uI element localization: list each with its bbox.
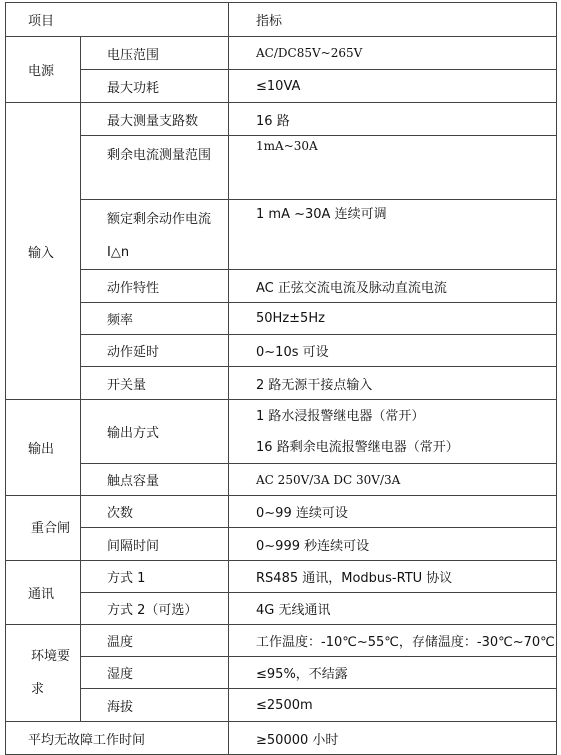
row-value: RS485 通讯，Modbus-RTU 协议 [229, 561, 557, 593]
row-value: 4G 无线通讯 [229, 593, 557, 625]
row-name: 次数 [81, 496, 229, 528]
row-name: 温度 [81, 625, 229, 657]
table-row [6, 37, 557, 70]
mtbf-value: ≥50000 小时 [229, 722, 557, 755]
table-row [6, 528, 557, 561]
row-value: 工作温度：-10℃~55℃，存储温度：-30℃~70℃ [229, 625, 557, 657]
table-row [6, 689, 557, 722]
row-value: ≤2500m [229, 689, 557, 722]
row-value: ≤10VA [229, 70, 557, 103]
row-name: 间隔时间 [81, 528, 229, 561]
group-env [6, 625, 81, 722]
row-name: 电压范围 [81, 37, 229, 70]
row-value: 0~999 秒连续可设 [229, 528, 557, 561]
table-row [6, 303, 557, 335]
row-name: 最大功耗 [81, 70, 229, 103]
row-value: 16 路 [229, 103, 557, 136]
group-input: 输入 [6, 103, 81, 400]
table-row [6, 464, 557, 496]
row-name: 动作特性 [81, 270, 229, 303]
table-header-row [6, 3, 557, 37]
row-name: 湿度 [81, 657, 229, 689]
row-value: 0~10s 可设 [229, 335, 557, 367]
group-output: 输出 [6, 400, 81, 496]
table-row [6, 625, 557, 657]
table-row [6, 270, 557, 303]
table-row [6, 561, 557, 593]
output-line-2: 16 路剩余电流报警继电器（常开） [256, 439, 459, 455]
row-value: 1mA~30A [229, 136, 557, 200]
table-row [6, 400, 557, 464]
mtbf-name: 平均无故障工作时间 [6, 722, 229, 755]
row-name: 额定剩余动作电流 I△n [81, 200, 229, 270]
table-row [6, 593, 557, 625]
table-row [6, 103, 557, 136]
row-name: 最大测量支路数 [81, 103, 229, 136]
group-reclose-text: 重合闸 [31, 520, 71, 536]
row-name: 方式 1 [81, 561, 229, 593]
row-name: 开关量 [81, 367, 229, 400]
row-name: 剩余电流测量范围 [81, 136, 229, 200]
row-value [229, 400, 557, 464]
group-comm: 通讯 [6, 561, 81, 625]
table-row [6, 136, 557, 200]
group-power: 电源 [6, 37, 81, 103]
header-item: 项目 [6, 3, 229, 37]
row-name: 海拔 [81, 689, 229, 722]
row-value: 0~99 连续可设 [229, 496, 557, 528]
table-row [6, 496, 557, 528]
row-name: 动作延时 [81, 335, 229, 367]
table-row [6, 70, 557, 103]
header-spec: 指标 [229, 3, 557, 37]
group-reclose [6, 496, 81, 561]
row-name: 触点容量 [81, 464, 229, 496]
table-row [6, 335, 557, 367]
table-row [6, 367, 557, 400]
table-row [6, 722, 557, 755]
group-env-text: 环境要求 [31, 649, 71, 697]
row-value: AC/DC85V~265V [229, 37, 557, 70]
row-value: 1 mA ~30A 连续可调 [229, 200, 557, 270]
row-name: 输出方式 [81, 400, 229, 464]
row-value: AC 250V/3A DC 30V/3A [229, 464, 557, 496]
output-line-1: 1 路水浸报警继电器（常开） [256, 408, 425, 424]
table-row [6, 657, 557, 689]
table-row [6, 200, 557, 270]
row-name: 方式 2（可选） [81, 593, 229, 625]
row-value: 2 路无源干接点输入 [229, 367, 557, 400]
row-value: ≤95%，不结露 [229, 657, 557, 689]
row-name: 频率 [81, 303, 229, 335]
row-value: AC 正弦交流电流及脉动直流电流 [229, 270, 557, 303]
spec-table [5, 2, 557, 755]
row-value: 50Hz±5Hz [229, 303, 557, 335]
